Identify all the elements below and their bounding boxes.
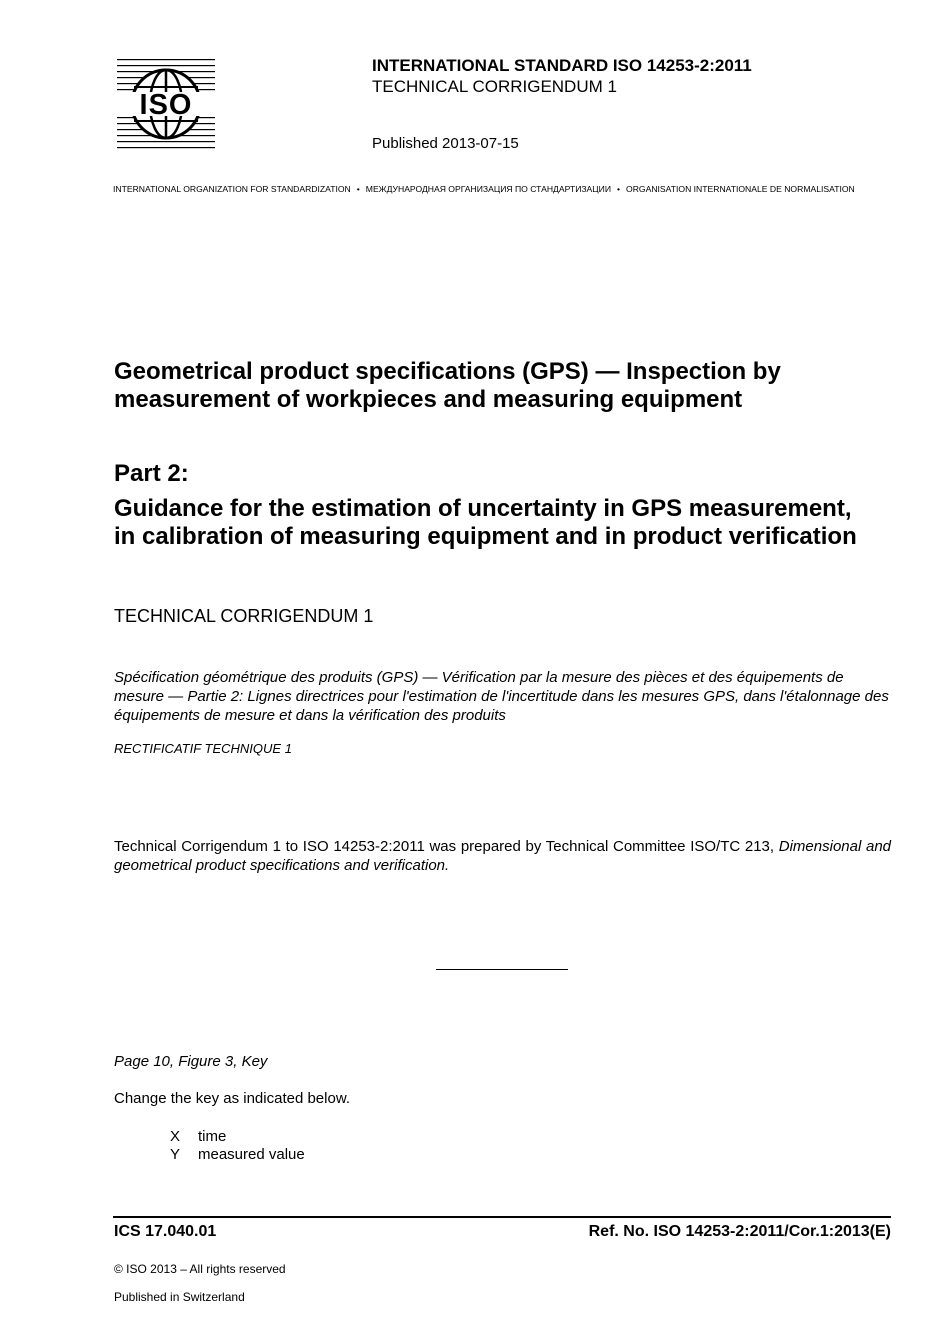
part-subtitle: Guidance for the estimation of uncertainty in GPS measurement, in calibration of measuring equipment and in product verification bbox=[114, 495, 857, 550]
key-symbol: X bbox=[170, 1128, 181, 1145]
part-heading: Part 2: bbox=[114, 460, 189, 487]
french-title: Spécification géométrique des produits (GPS) — Vérification par la mesure des pièces et des équipements de mesure — Partie 2: Lignes directrices pour l'estimation de l'incertitude dans les mesures GPS, dans l'étalonnage des équipements de mesure et dans la vérification des produits bbox=[114, 669, 889, 724]
committee-name: Dimensional and geometrical product specifications and verification. bbox=[114, 838, 892, 874]
standard-title: INTERNATIONAL STANDARD ISO 14253-2:2011 bbox=[372, 56, 752, 75]
reference-number: Ref. No. ISO 14253-2:2011/Cor.1:2013(E) bbox=[588, 1223, 891, 1240]
key-label: measured value bbox=[198, 1146, 305, 1163]
separator-dot: • bbox=[617, 184, 621, 194]
key-item bbox=[170, 1128, 226, 1145]
key-symbol: Y bbox=[170, 1146, 181, 1163]
iso-globe-logo-icon bbox=[117, 57, 215, 151]
section-separator bbox=[436, 969, 568, 970]
key-label: time bbox=[198, 1128, 227, 1145]
document-title: Geometrical product specifications (GPS) — Inspection by measurement of workpieces and measuring equipment bbox=[114, 358, 781, 413]
preparation-text: Technical Corrigendum 1 to ISO 14253-2:2011 was prepared by Technical Committee ISO/TC 213, bbox=[114, 838, 775, 855]
org-name-fr: ORGANISATION INTERNATIONALE DE NORMALISATION bbox=[626, 184, 855, 194]
page-reference: Page 10, Figure 3, Key bbox=[114, 1053, 268, 1070]
organization-line bbox=[113, 184, 855, 194]
copyright-notice: © ISO 2013 – All rights reserved bbox=[114, 1262, 286, 1276]
change-instruction: Change the key as indicated below. bbox=[114, 1090, 350, 1107]
corrigendum-heading: TECHNICAL CORRIGENDUM 1 bbox=[114, 606, 374, 626]
ics-code: ICS 17.040.01 bbox=[114, 1223, 217, 1240]
footer-rule bbox=[113, 1216, 891, 1218]
published-date: Published 2013-07-15 bbox=[372, 135, 519, 152]
key-item bbox=[170, 1146, 305, 1163]
org-name-ru: МЕЖДУНАРОДНАЯ ОРГАНИЗАЦИЯ ПО СТАНДАРТИЗАЦИИ bbox=[365, 184, 611, 194]
iso-logo bbox=[117, 57, 215, 151]
separator-dot: • bbox=[356, 184, 360, 194]
org-name-en: INTERNATIONAL ORGANIZATION FOR STANDARDIZATION bbox=[113, 184, 351, 194]
svg-text:ISO: ISO bbox=[139, 89, 193, 121]
published-in: Published in Switzerland bbox=[114, 1290, 245, 1304]
french-corrigendum-label: RECTIFICATIF TECHNIQUE 1 bbox=[114, 741, 292, 756]
preparation-paragraph bbox=[114, 837, 891, 875]
standard-corrigendum-label: TECHNICAL CORRIGENDUM 1 bbox=[372, 77, 617, 96]
